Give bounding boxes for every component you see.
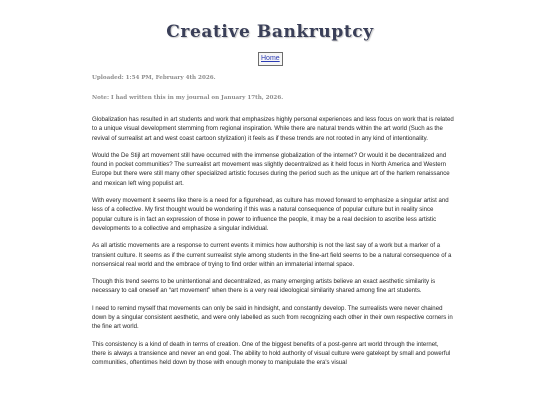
journal-note: Note: I had written this in my journal on January 17th, 2026. [92,95,284,101]
article-paragraph: Would the De Stijl art movement still have occurred with the immense globalization of the internet? Or would it be decentralized and found in pocket communities? The surrealist art movement was slightly decentralized as it held focus in North America and Western Europe but there were still many other specialized artistic focuses during the period such as the unique art of the harlem renaissance and mexican left wing populist art. [92,151,450,187]
home-nav-box [258,52,283,66]
article-paragraph: I need to remind myself that movements can only be said in hindsight, and constantly develop. The surrealists were never chained down by a singular consistent aesthetic, and were only labelled as such from recognizing each other in their own respective corners in the fine art world. [92,304,453,331]
home-link[interactable]: Home [261,55,280,62]
article-paragraph: As all artistic movements are a response to current events it mimics how authorship is not the last say of a work but a marker of a transient culture. It seems as if the current surrealist style among students in the fine-art field seems to be a natural consequence of a nonsensical real world and the embrace of trying to find order within an immaterial internal space. [92,242,452,268]
site-title: Creative Bankruptcy [166,22,374,42]
article-paragraph: This consistency is a kind of death in terms of creation. One of the biggest benefits of a post-genre art world through the internet, there is always a transience and never an end goal. The ability to hold authority of visual culture were gatekept by small and powerful communities, oftentimes held down by those with enough money to manipulate the era's visual [92,340,451,367]
article-paragraph: Globalization has resulted in art students and work that emphasizes highly personal experiences and less focus on work that is related to a unique visual development stemming from regional inspiration. While there are natural trends within the art world (Such as the revival of surrealist art and west coast cartoon stylization) it feels as if these trends are not rooted in any kind of intentionality. [92,116,454,142]
article-paragraph: Though this trend seems to be unintentional and decentralized, as many emerging artists believe an exact aesthetic similarity is necessary to call oneself an “art movement” when there is a very real ideological similarity shared among fine art students. [92,278,436,295]
article-paragraph: With every movement it seems like there is a need for a figurehead, as culture has moved forward to emphasize a singular artist and less of a collective. My first thought would be wondering if this was a natural consequence of popular culture but in reality since popular culture is in fact an expression of those in power to influence the people, it may be a real decision to ascribe less artistic developments to a collective and emphasize a singular individual. [92,197,449,232]
upload-timestamp: Uploaded: 1:54 PM, February 4th 2026. [92,75,216,81]
article-body [92,115,454,376]
